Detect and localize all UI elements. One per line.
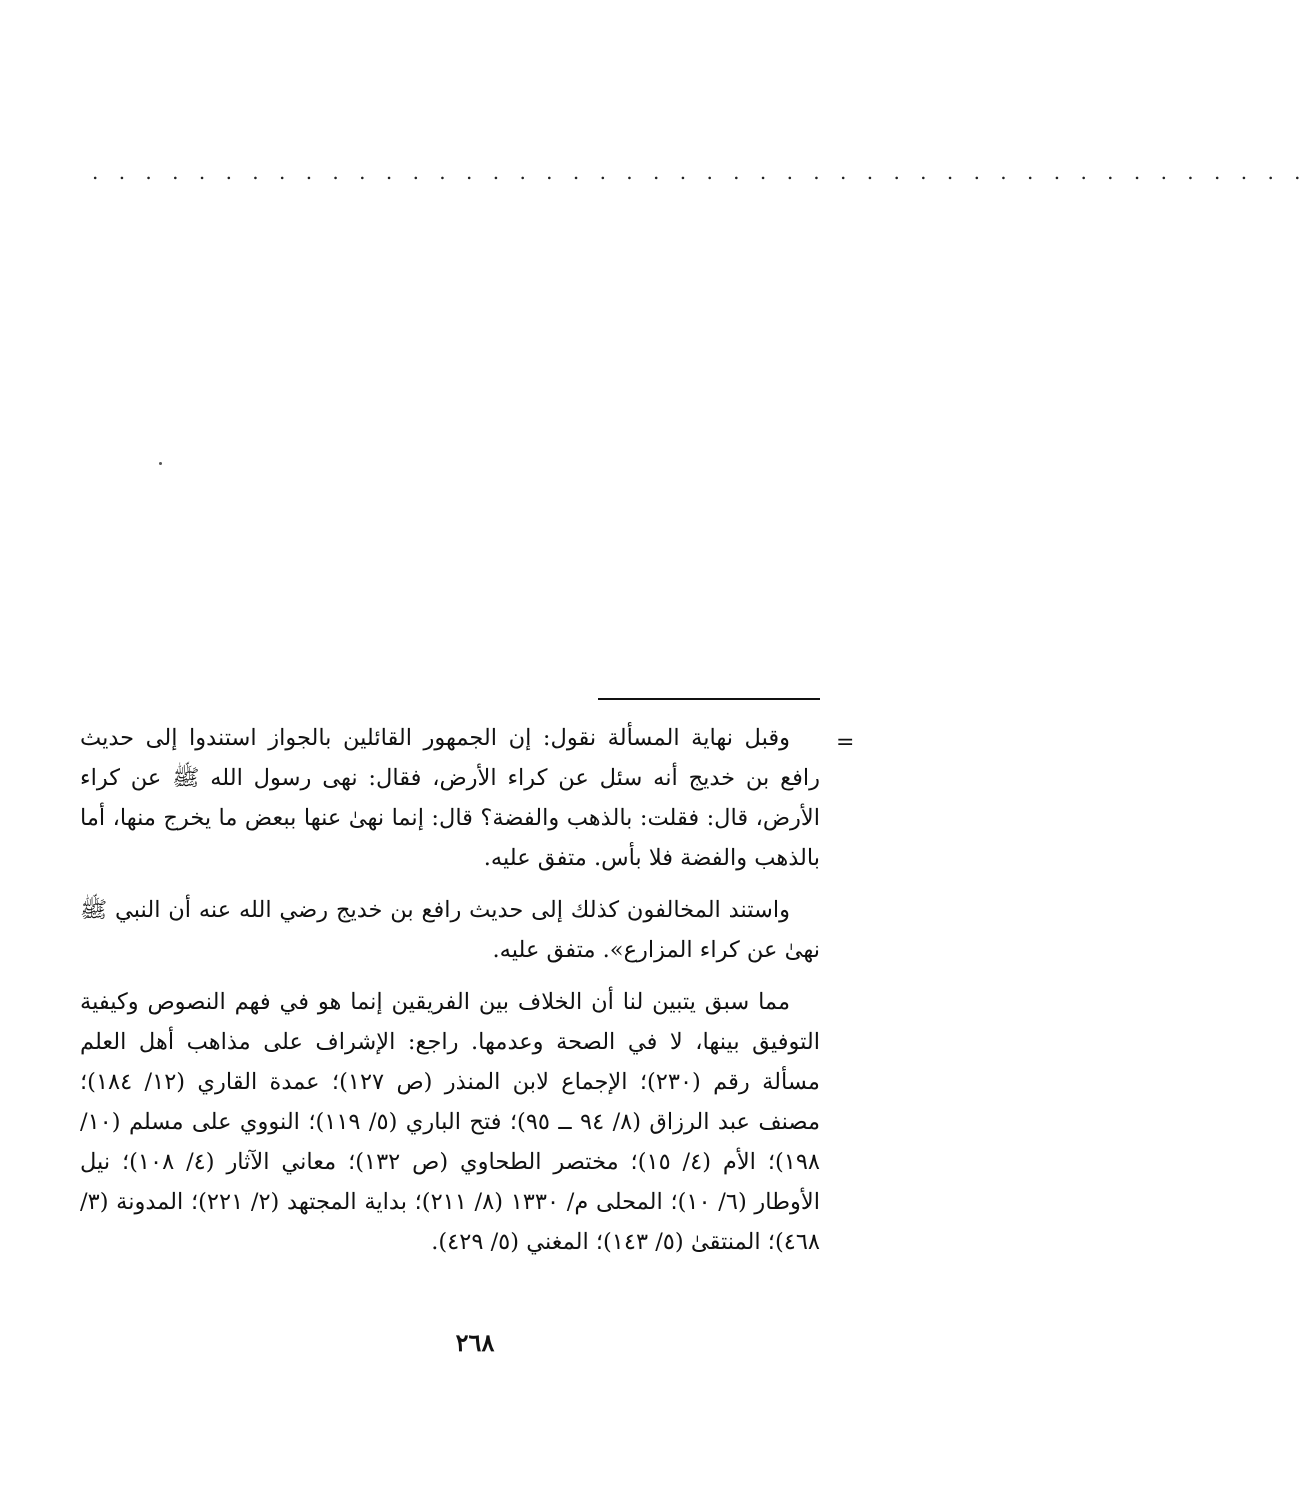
footnote-block (80, 718, 820, 1274)
footnote-paragraph: واستند المخالفون كذلك إلى حديث رافع بن خديج رضي الله عنه أن النبي ﷺ نهىٰ عن كراء المزارع». متفق عليه. (80, 897, 820, 963)
footnote-paragraph: مما سبق يتبين لنا أن الخلاف بين الفريقين إنما هو في فهم النصوص وكيفية التوفيق بينها، لا في الصحة وعدمها. راجع: الإشراف على مذاهب أهل العلم مسألة رقم (٢٣٠)؛ الإجماع لابن المنذر (ص ١٢٧)؛ عمدة القاري (١٢/ ١٨٤)؛ مصنف عبد الرزاق (٨/ ٩٤ ــ ٩٥)؛ فتح الباري (٥/ ١١٩)؛ النووي على مسلم (١٠/ ١٩٨)؛ الأم (٤/ ١٥)؛ مختصر الطحاوي (ص ١٣٢)؛ معاني الآثار (٤/ ١٠٨)؛ نيل الأوطار (٦/ ١٠)؛ المحلى م/ ١٣٣٠ (٨/ ٢١١)؛ بداية المجتهد (٢/ ٢٢١)؛ المدونة (٣/ ٤٦٨)؛ المنتقىٰ (٥/ ١٤٣)؛ المغني (٥/ ٤٢٩). (80, 989, 821, 1255)
footnote-continuation-mark: = (836, 730, 855, 755)
footnote-paragraph: وقبل نهاية المسألة نقول: إن الجمهور القائلين بالجواز استندوا إلى حديث رافع بن خديج أنه سئل عن كراء الأرض، فقال: نهى رسول الله ﷺ عن كراء الأرض، قال: فقلت: بالذهب والفضة؟ قال: إنما نهىٰ عنها ببعض ما يخرج منها، أما بالذهب والفضة فلا بأس. متفق عليه. (80, 725, 820, 871)
dotted-separator: . . . . . . . . . . . . . . . . . . . . . . . . . . . . . . . . . . . . . . . . . . . . . . (92, 160, 1308, 184)
footnote-rule (598, 698, 820, 700)
stray-mark (159, 462, 162, 465)
page-number: ٢٦٨ (455, 1328, 495, 1357)
